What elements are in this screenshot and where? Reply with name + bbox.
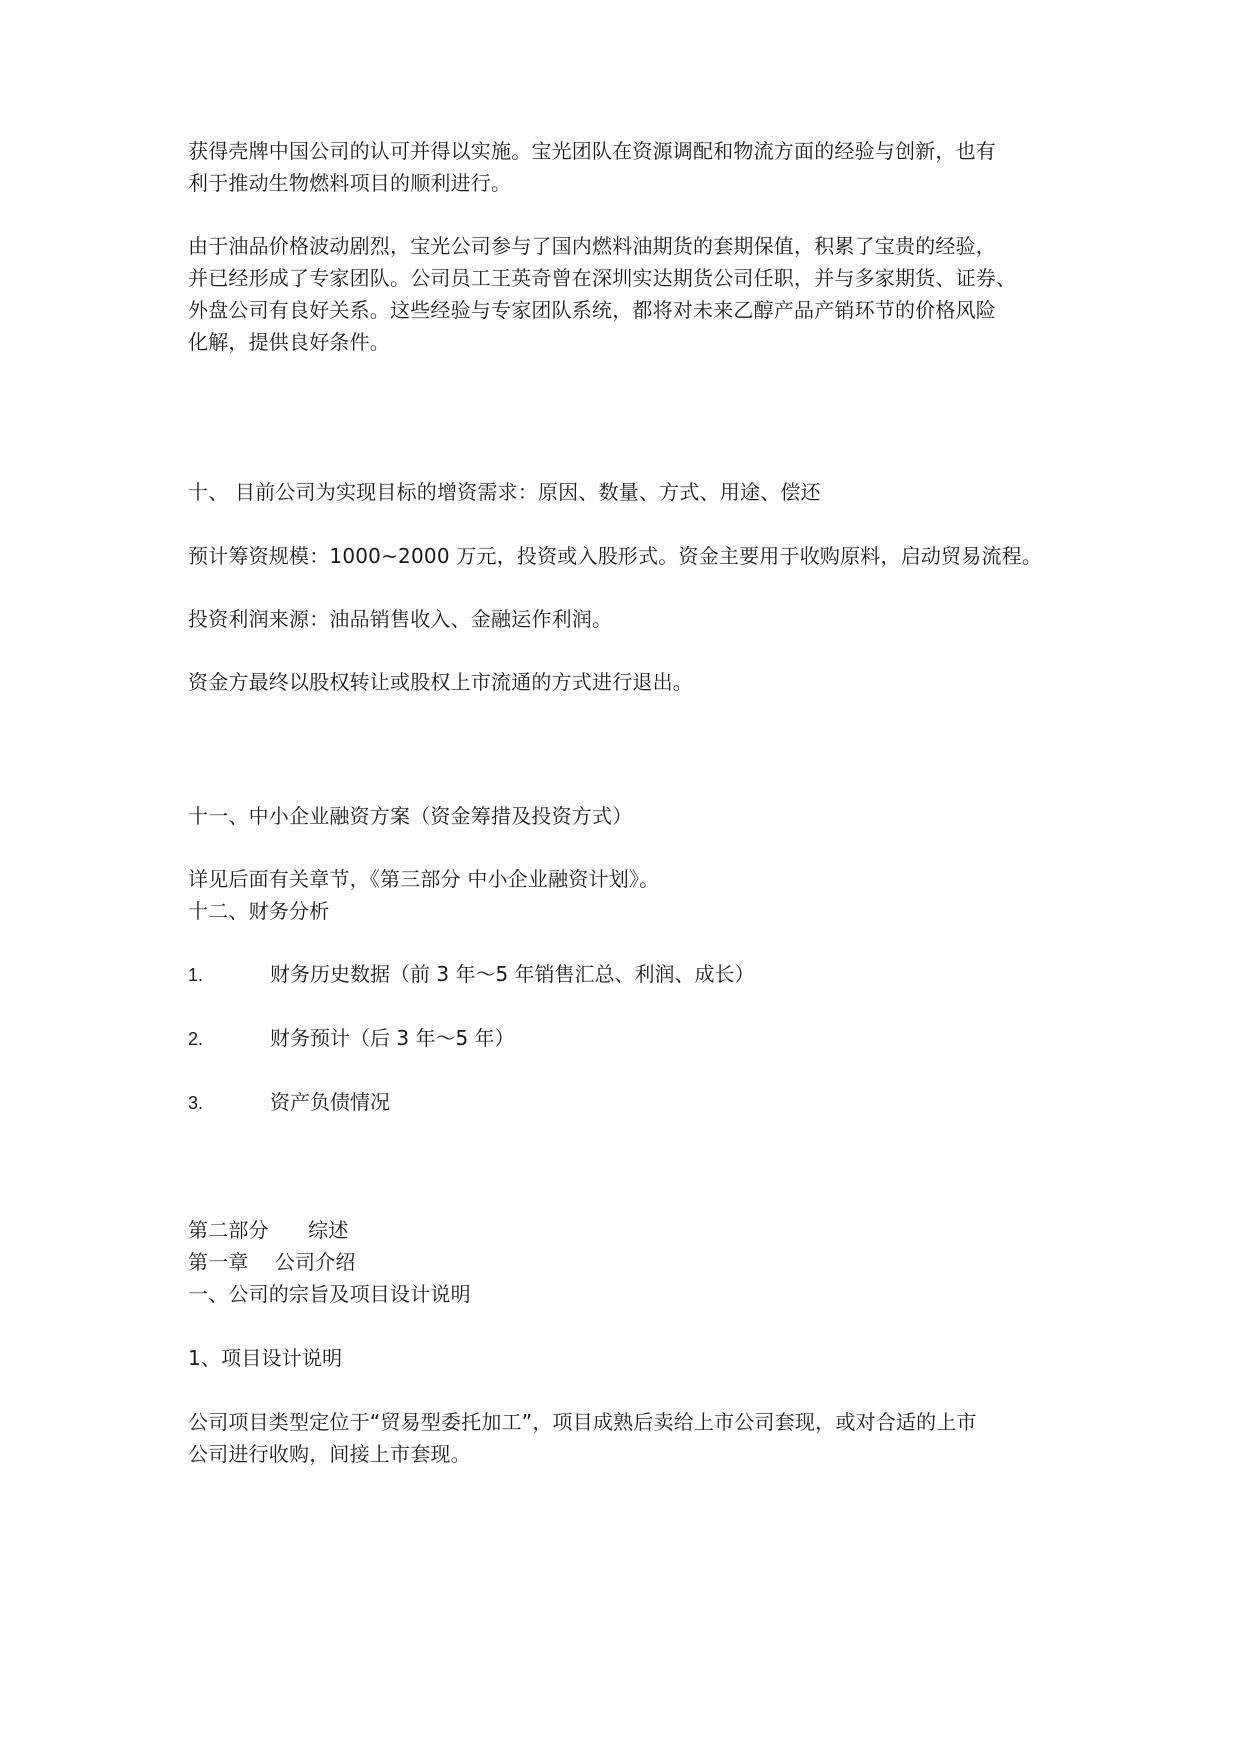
paragraph-line: 外盘公司有良好关系。这些经验与专家团队系统，都将对未来乙醇产品产销环节的价格风险 [188, 298, 996, 322]
section-heading: 十、 目前公司为实现目标的增资需求：原因、数量、方式、用途、偿还 [188, 480, 821, 504]
section-heading: 十二、财务分析 [188, 899, 330, 923]
section-heading: 十一、中小企业融资方案（资金筹措及投资方式） [188, 804, 633, 828]
paragraph-line: 公司进行收购，间接上市套现。 [188, 1442, 471, 1466]
paragraph-line: 投资利润来源：油品销售收入、金融运作利润。 [188, 607, 613, 631]
list-item [188, 958, 1068, 991]
list-text: 财务历史数据（前 3 年～5 年销售汇总、利润、成长） [270, 962, 755, 986]
paragraph-line: 详见后面有关章节，《第三部分 中小企业融资计划》。 [188, 867, 660, 891]
list-item [188, 1022, 1068, 1055]
paragraph-line: 化解，提供良好条件。 [188, 330, 390, 354]
paragraph-line: 公司项目类型定位于“贸易型委托加工”，项目成熟后卖给上市公司套现，或对合适的上市 [188, 1410, 977, 1434]
paragraph-line: 由于油品价格波动剧烈，宝光公司参与了国内燃料油期货的套期保值，积累了宝贵的经验， [188, 234, 996, 258]
paragraph-line: 利于推动生物燃料项目的顺利进行。 [188, 171, 512, 195]
list-number: 1. [188, 965, 204, 985]
paragraph-line: 并已经形成了专家团队。公司员工王英奇曾在深圳实达期货公司任职，并与多家期货、证券、 [188, 266, 1017, 290]
list-number: 2. [188, 1029, 204, 1049]
paragraph-line: 预计筹资规模：1000~2000 万元，投资或入股形式。资金主要用于收购原料，启动贸易流程。 [188, 544, 1043, 568]
paragraph-line: 资金方最终以股权转让或股权上市流通的方式进行退出。 [188, 670, 693, 694]
section-heading: 一、公司的宗旨及项目设计说明 [188, 1282, 471, 1306]
list-text: 资产负债情况 [270, 1090, 390, 1114]
list-text: 财务预计（后 3 年～5 年） [270, 1026, 515, 1050]
part-heading: 第二部分 综述 [188, 1218, 349, 1242]
list-number: 3. [188, 1093, 204, 1113]
paragraph-line: 获得壳牌中国公司的认可并得以实施。宝光团队在资源调配和物流方面的经验与创新，也有 [188, 139, 996, 163]
chapter-heading: 第一章 公司介绍 [188, 1250, 356, 1274]
subsection-heading: 1、项目设计说明 [188, 1346, 343, 1370]
list-item [188, 1086, 1068, 1119]
